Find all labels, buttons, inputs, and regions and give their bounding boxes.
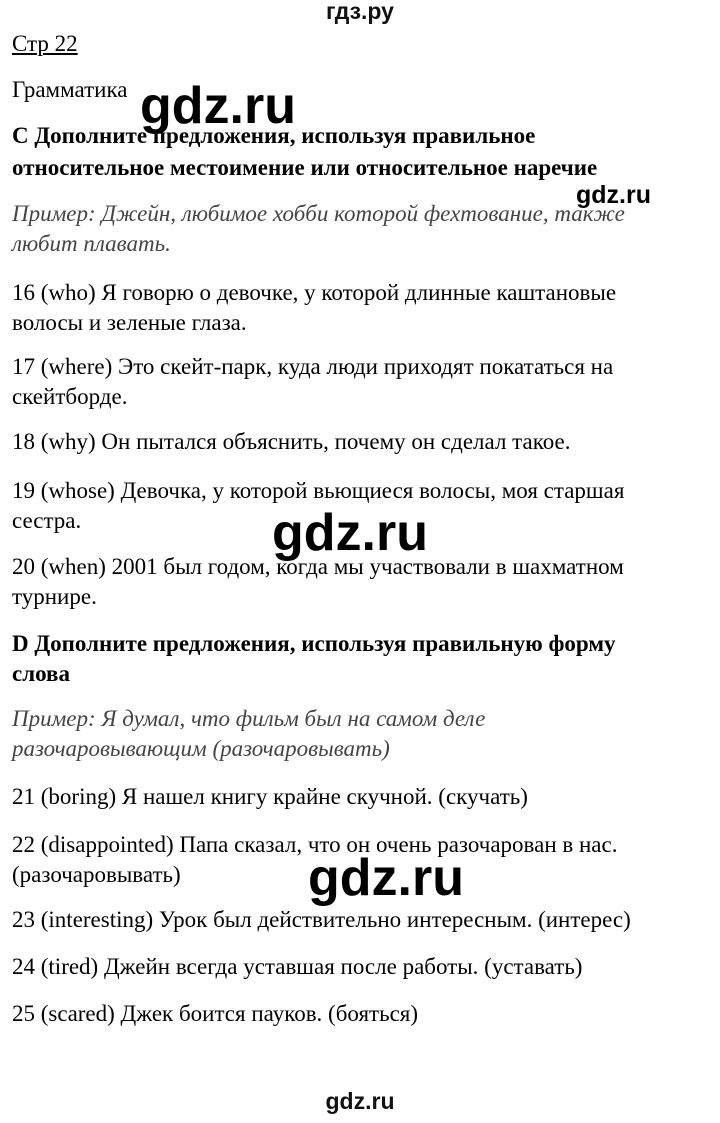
sentence-20: турнире. — [12, 584, 97, 609]
section-label: Грамматика — [12, 77, 128, 102]
sentence-25: 25 (scared) Джек боится пауков. (бояться) — [12, 1001, 419, 1026]
sentence-19: сестра. — [12, 508, 82, 533]
page-reference: Стр 22 — [12, 31, 78, 56]
watermark: gdz.ru — [140, 77, 296, 135]
task-c-heading: C Дополните предложения, используя правильное — [12, 123, 536, 148]
task-d-heading: слова — [12, 661, 70, 686]
task-c-heading: относительное местоимение или относительное наречие — [12, 155, 598, 180]
task-d-example: разочаровывающим (разочаровывать) — [12, 736, 390, 761]
sentence-16: волосы и зеленые глаза. — [12, 310, 247, 335]
sentence-17: скейтборде. — [12, 384, 128, 409]
site-header: гдз.ру — [326, 0, 394, 24]
sentence-23: 23 (interesting) Урок был действительно интересным. (интерес) — [12, 907, 631, 932]
sentence-22: 22 (disappointed) Папа сказал, что он очень разочарован в нас. — [12, 832, 618, 857]
task-d-heading: D Дополните предложения, используя правильную форму — [12, 631, 616, 656]
watermark: gdz.ru — [272, 504, 428, 562]
sentence-20: 20 (when) 2001 был годом, когда мы участвовали в шахматном — [12, 554, 624, 579]
sentence-19: 19 (whose) Девочка, у которой вьющиеся волосы, моя старшая — [12, 478, 625, 503]
sentence-18: 18 (why) Он пытался объяснить, почему он сделал такое. — [12, 429, 571, 454]
watermark: gdz.ru — [308, 849, 464, 907]
sentence-24: 24 (tired) Джейн всегда уставшая после работы. (уставать) — [12, 954, 583, 979]
sentence-17: 17 (where) Это скейт-парк, куда люди приходят покататься на — [12, 354, 614, 379]
watermark: gdz.ru — [576, 181, 651, 209]
task-d-example: Пример: Я думал, что фильм был на самом деле — [12, 706, 486, 731]
sentence-22: (разочаровывать) — [12, 862, 181, 887]
task-c-example: любит плавать. — [12, 231, 171, 256]
task-c-example: Пример: Джейн, любимое хобби которой фехтование, также — [12, 201, 625, 226]
sentence-21: 21 (boring) Я нашел книгу крайне скучной. (скучать) — [12, 784, 528, 809]
site-footer: gdz.ru — [325, 1088, 395, 1114]
sentence-16: 16 (who) Я говорю о девочке, у которой длинные каштановые — [12, 280, 617, 305]
